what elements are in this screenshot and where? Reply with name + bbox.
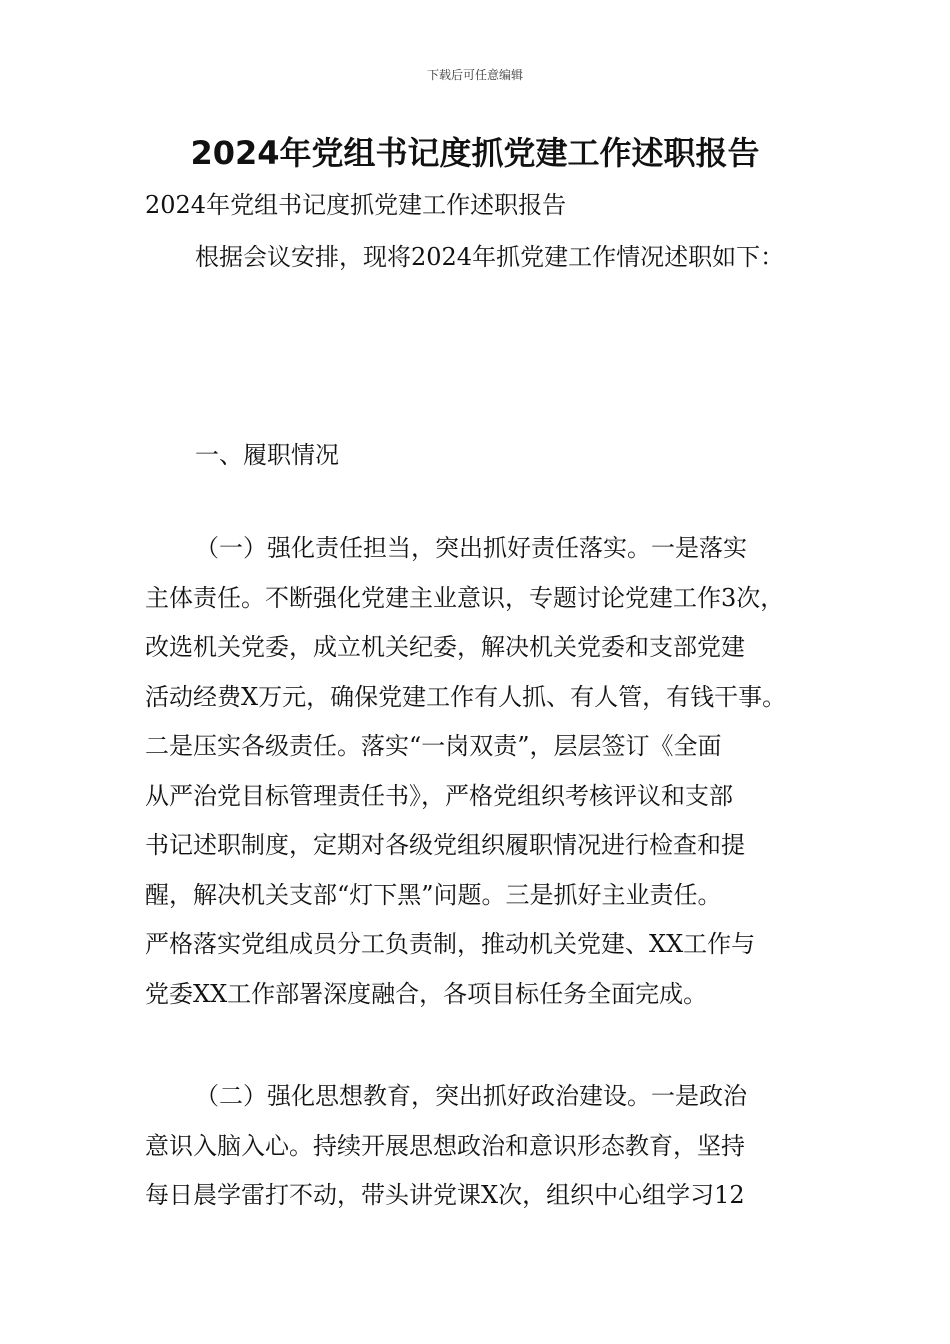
section-heading: 一、履职情况: [195, 441, 339, 469]
document-subtitle: 2024年党组书记度抓党建工作述职报告: [145, 191, 567, 219]
paragraph-line: 意识入脑入心。持续开展思想政治和意识形态教育，坚持: [145, 1131, 745, 1160]
paragraph-line: 书记述职制度，定期对各级党组织履职情况进行检查和提: [145, 831, 745, 859]
paragraph-line: 每日晨学雷打不动，带头讲党课X次，组织中心组学习12: [145, 1181, 745, 1209]
paragraph-line: 二是压实各级责任。落实“一岗双责”，层层签订《全面: [145, 732, 722, 760]
header-note: 下载后可任意编辑: [426, 68, 523, 82]
paragraph-political-education: [145, 1072, 805, 1221]
paragraph-line: 醒，解决机关支部“灯下黑”问题。三是抓好主业责任。: [145, 880, 722, 909]
intro-paragraph: 根据会议安排，现将2024年抓党建工作情况述职如下：: [195, 243, 785, 271]
paragraph-line: 改选机关党委，成立机关纪委，解决机关党委和支部党建: [145, 633, 745, 661]
paragraph-line: 活动经费X万元，确保党建工作有人抓、有人管，有钱干事。: [145, 682, 787, 711]
paragraph-line: （一）强化责任担当，突出抓好责任落实。一是落实: [195, 534, 747, 562]
document-title: 2024年党组书记度抓党建工作述职报告: [190, 134, 760, 172]
paragraph-line: 严格落实党组成员分工负责制，推动机关党建、XX工作与: [145, 930, 756, 958]
paragraph-line: （二）强化思想教育，突出抓好政治建设。一是政治: [195, 1082, 747, 1110]
paragraph-line: 从严治党目标管理责任书》，严格党组织考核评议和支部: [145, 781, 733, 810]
paragraph-line: 党委XX工作部署深度融合，各项目标任务全面完成。: [145, 979, 708, 1008]
paragraph-responsibility: [145, 524, 805, 1019]
paragraph-line: 主体责任。不断强化党建主业意识，专题讨论党建工作3次，: [145, 583, 785, 612]
